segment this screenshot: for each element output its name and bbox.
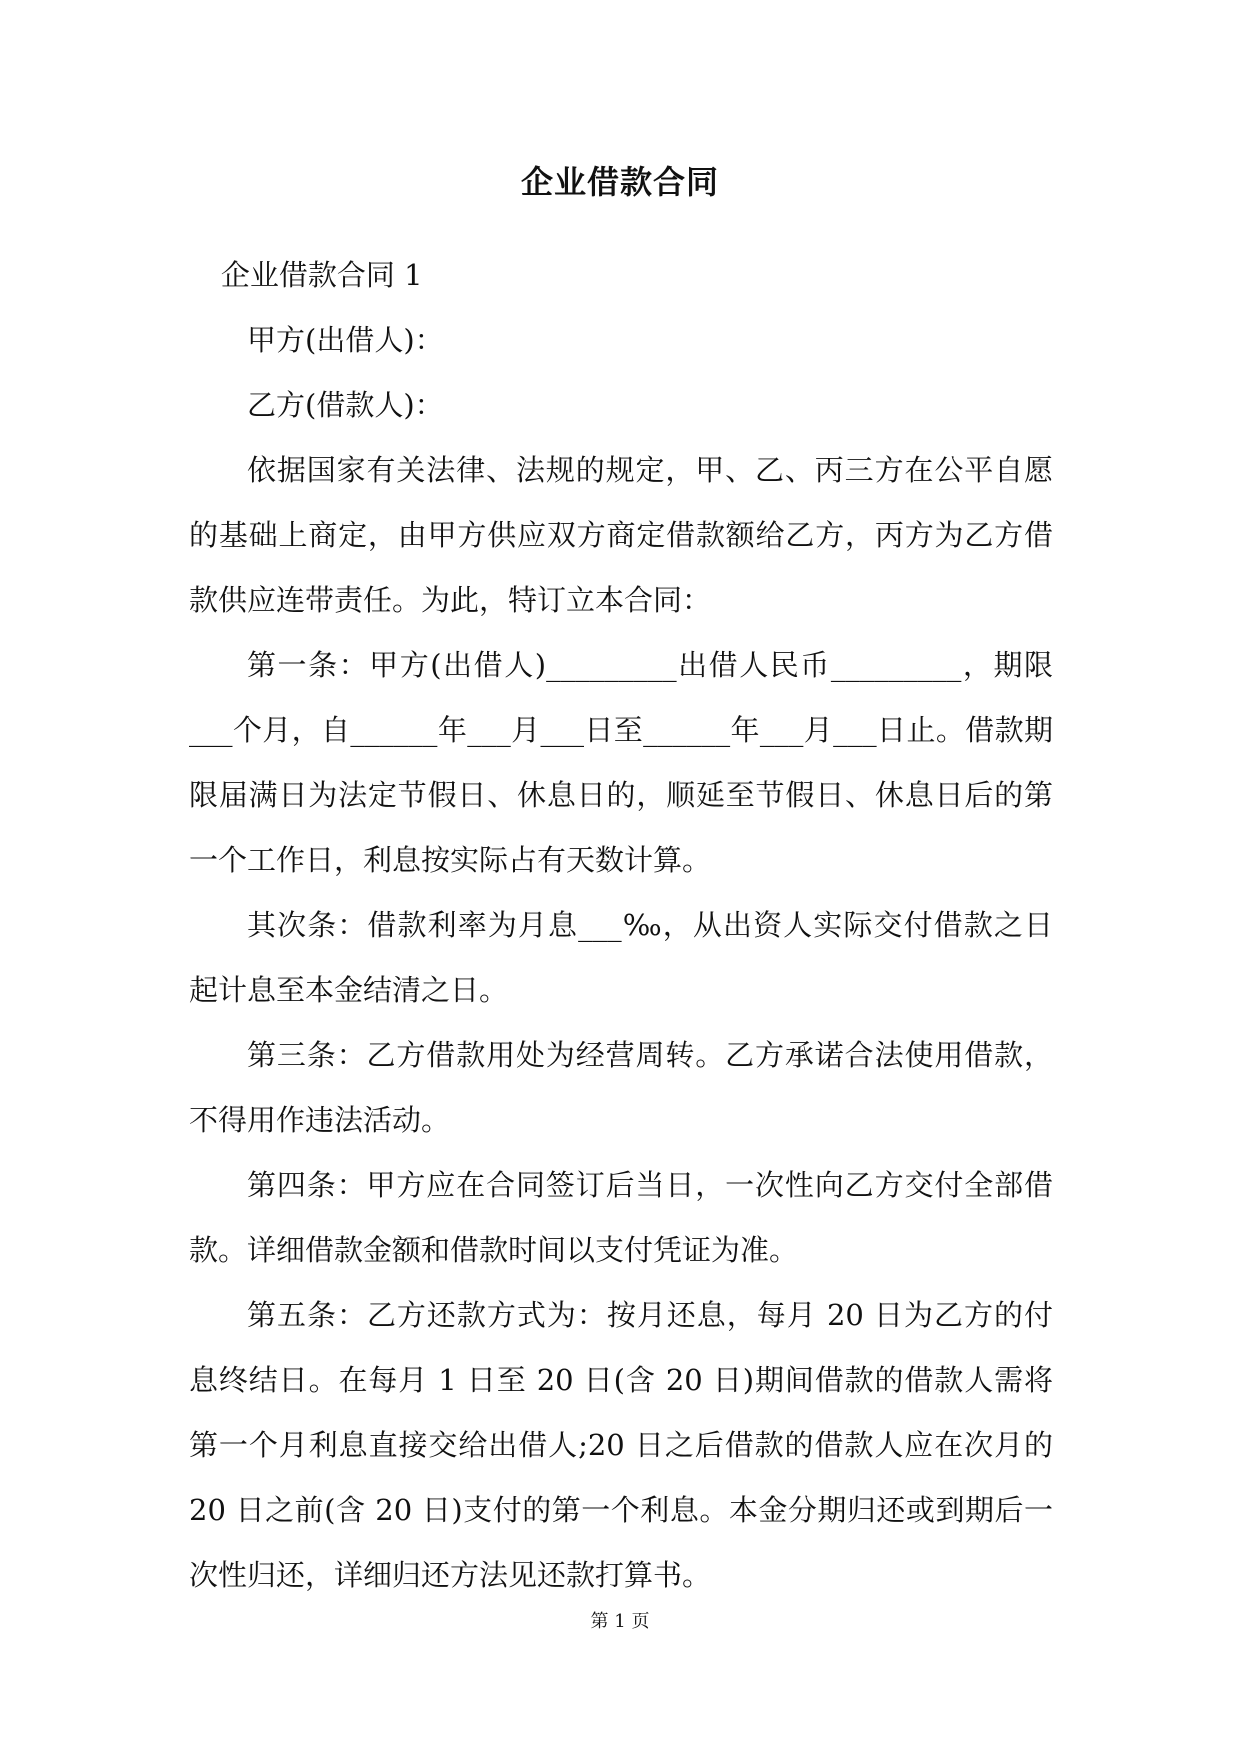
- article-4-paragraph: 第四条：甲方应在合同签订后当日，一次性向乙方交付全部借款。详细借款金额和借款时间以支付凭证为准。: [189, 1168, 1053, 1267]
- article-5-paragraph: 第五条：乙方还款方式为：按月还息，每月 20 日为乙方的付息终结日。在每月 1 日至 20 日(含 20 日)期间借款的借款人需将第一个月利息直接交给出借人;20 日之后借款的借款人应在次月的 20 日之前(含 20 日)支付的第一个利息。本金分期归还或到期后一次性归还，详细归还方法见还款打算书。: [189, 1298, 1053, 1592]
- document-body: [189, 243, 1053, 1608]
- article-1-paragraph: 第一条：甲方(出借人)_________出借人民币_________，期限___个月，自______年___月___日至______年___月___日止。借款期限届满日为法定节假日、休息日的，顺延至节假日、休息日后的第一个工作日，利息按实际占有天数计算。: [189, 648, 1053, 877]
- preamble-paragraph: 依据国家有关法律、法规的规定，甲、乙、丙三方在公平自愿的基础上商定，由甲方供应双方商定借款额给乙方，丙方为乙方借款供应连带责任。为此，特订立本合同：: [189, 453, 1053, 617]
- document-title: 企业借款合同: [520, 163, 719, 201]
- article-2-paragraph: 其次条：借款利率为月息___‰，从出资人实际交付借款之日起计息至本金结清之日。: [189, 908, 1053, 1007]
- party-b-line: 乙方(借款人)：: [247, 388, 444, 422]
- page-number: 第 1 页: [590, 1611, 650, 1632]
- document-subtitle: 企业借款合同 1: [220, 258, 423, 292]
- party-a-line: 甲方(出借人)：: [247, 323, 444, 357]
- article-3-paragraph: 第三条：乙方借款用处为经营周转。乙方承诺合法使用借款，不得用作违法活动。: [189, 1038, 1053, 1137]
